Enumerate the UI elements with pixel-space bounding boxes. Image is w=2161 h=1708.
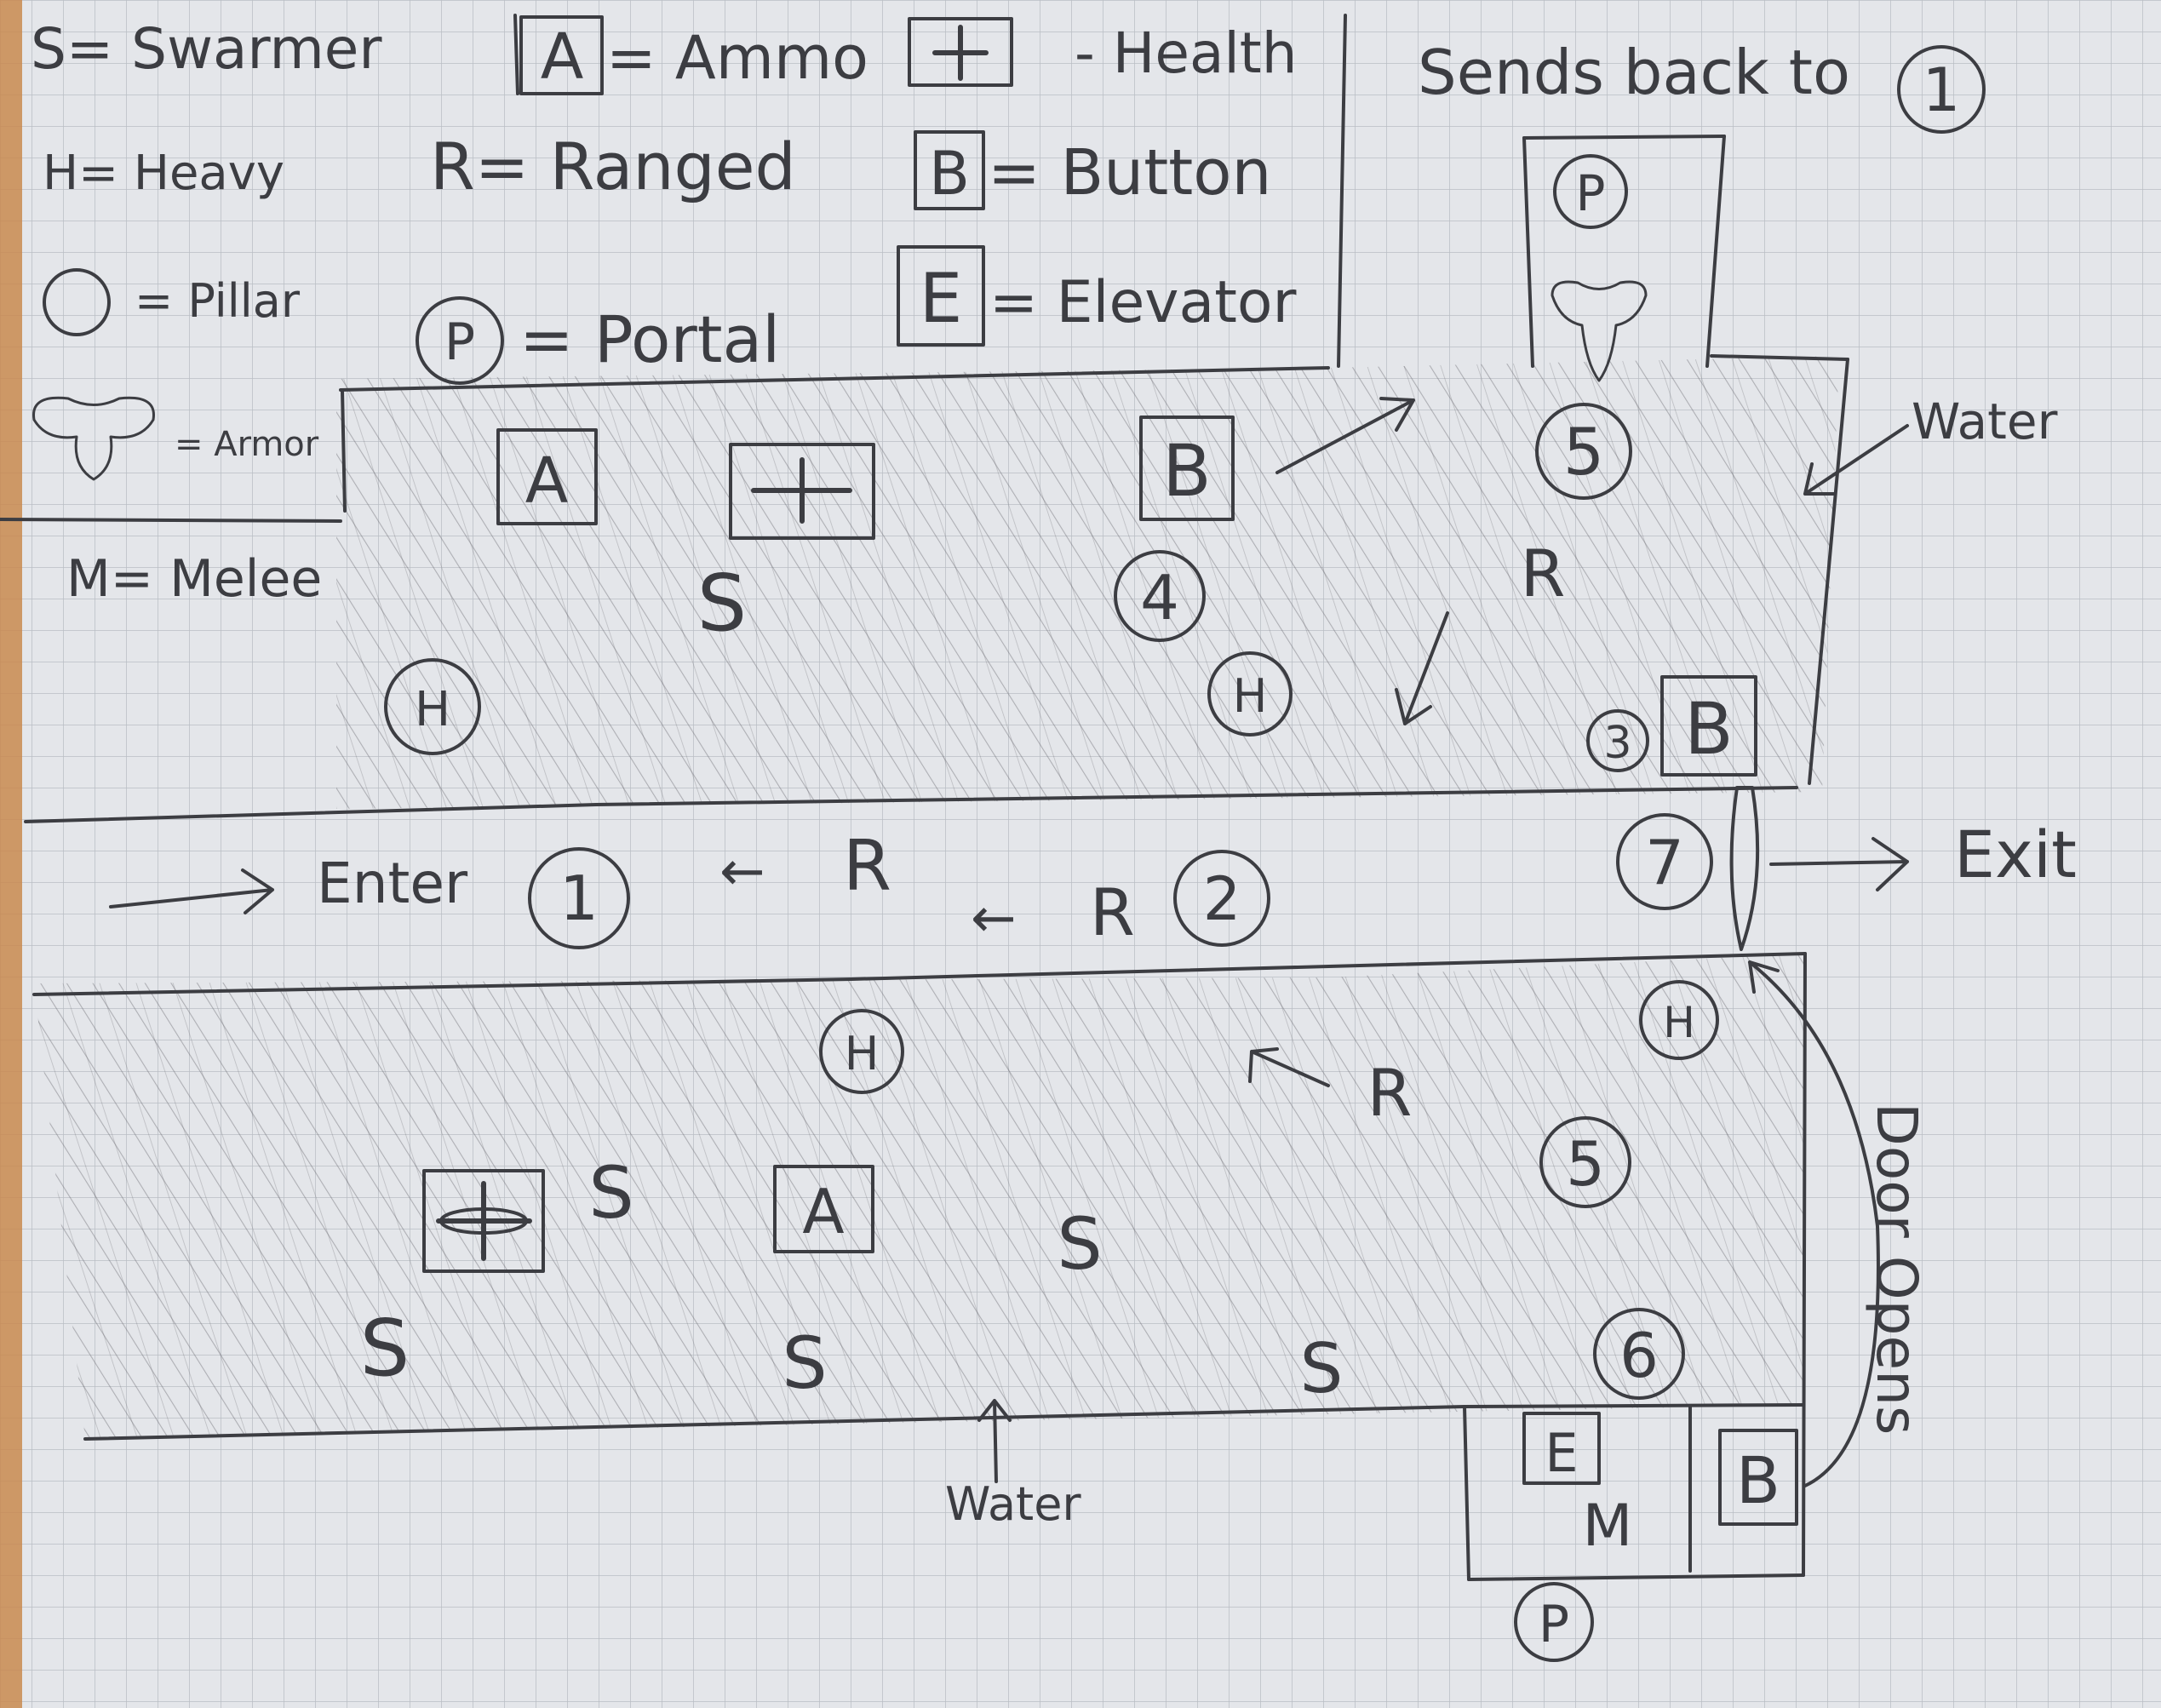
heavy-upper-mid-letter: H: [1232, 669, 1268, 723]
legend-health: - Health: [1075, 20, 1298, 86]
swarmer-lower-2: S: [1057, 1202, 1103, 1286]
heavy-upper-left-letter: H: [414, 682, 451, 737]
portal-room-top: [1524, 136, 1724, 138]
legend-swarmer: S= Swarmer: [31, 16, 382, 82]
legend-ranged: R= Ranged: [430, 129, 796, 204]
note-water-right: Water: [1912, 393, 2058, 450]
swarmer-lower-4: S: [782, 1321, 828, 1405]
legend-elevator: = Elevator: [989, 269, 1297, 336]
note-exit: Exit: [1954, 817, 2077, 892]
button-top-letter: B: [1162, 429, 1212, 513]
pillar-3-label: 3: [1603, 718, 1632, 769]
swarmer-lower-3: S: [359, 1303, 410, 1394]
legend-melee: M= Melee: [66, 549, 323, 609]
legend-portal: = Portal: [519, 301, 781, 377]
legend-armor: = Armor: [175, 425, 319, 464]
ranged-upper: R: [1520, 536, 1566, 611]
lower-room-right-wall: [1803, 954, 1805, 1575]
ranged-corridor-b: R: [1090, 874, 1135, 950]
ranged-corridor-a: R: [843, 826, 891, 907]
pillar-4-label: 4: [1140, 562, 1179, 633]
note-door-opens: Door Opens: [1864, 1103, 1929, 1436]
pillar-7-label: 7: [1645, 827, 1684, 898]
legend-ammo: = Ammo: [606, 23, 868, 93]
ranged-lower: R: [1367, 1055, 1413, 1131]
pillar-1-label: 1: [559, 863, 599, 934]
pillar-5-lower-label: 5: [1566, 1128, 1605, 1200]
corridor-arrow-a: ←: [719, 840, 765, 903]
legend-heavy: H= Heavy: [43, 146, 284, 201]
ammo-pickup-lower-letter: A: [802, 1176, 845, 1247]
legend-pillar: = Pillar: [135, 274, 301, 328]
note-sends-back-number: 1: [1922, 55, 1961, 125]
swarmer-upper: S: [696, 558, 748, 649]
swarmer-lower-5: S: [1299, 1329, 1344, 1408]
ammo-pickup-upper-letter: A: [524, 444, 569, 518]
corridor-arrow-b: ←: [971, 887, 1017, 950]
lower-room-shading: [34, 954, 1805, 1439]
table-edge: [0, 0, 22, 1708]
ammo-symbol-letter: A: [540, 20, 584, 94]
button-right-letter: B: [1684, 687, 1734, 771]
pillar-2-label: 2: [1202, 864, 1241, 934]
note-water-bottom: Water: [945, 1477, 1081, 1531]
pillar-5-upper-label: 5: [1562, 414, 1605, 490]
portal-lower-letter: P: [1538, 1595, 1570, 1654]
heavy-lower-right-letter: H: [1663, 998, 1695, 1047]
swarmer-lower-1: S: [588, 1151, 634, 1235]
note-enter: Enter: [317, 851, 468, 916]
portal-letter: P: [1575, 164, 1606, 222]
heavy-lower-left-letter: H: [844, 1027, 880, 1080]
elevator-symbol-letter: E: [919, 259, 963, 338]
legend-button: = Button: [988, 136, 1272, 209]
portal-symbol-letter: P: [444, 312, 476, 372]
pillar-6-label: 6: [1619, 1320, 1659, 1391]
button-symbol-letter: B: [928, 139, 971, 209]
elevator-pickup-letter: E: [1545, 1422, 1579, 1484]
note-sends-back: Sends back to: [1418, 37, 1851, 108]
button-lower-letter: B: [1735, 1442, 1781, 1518]
melee-enemy: M: [1582, 1493, 1633, 1560]
legend-bottom-line: [0, 519, 341, 521]
